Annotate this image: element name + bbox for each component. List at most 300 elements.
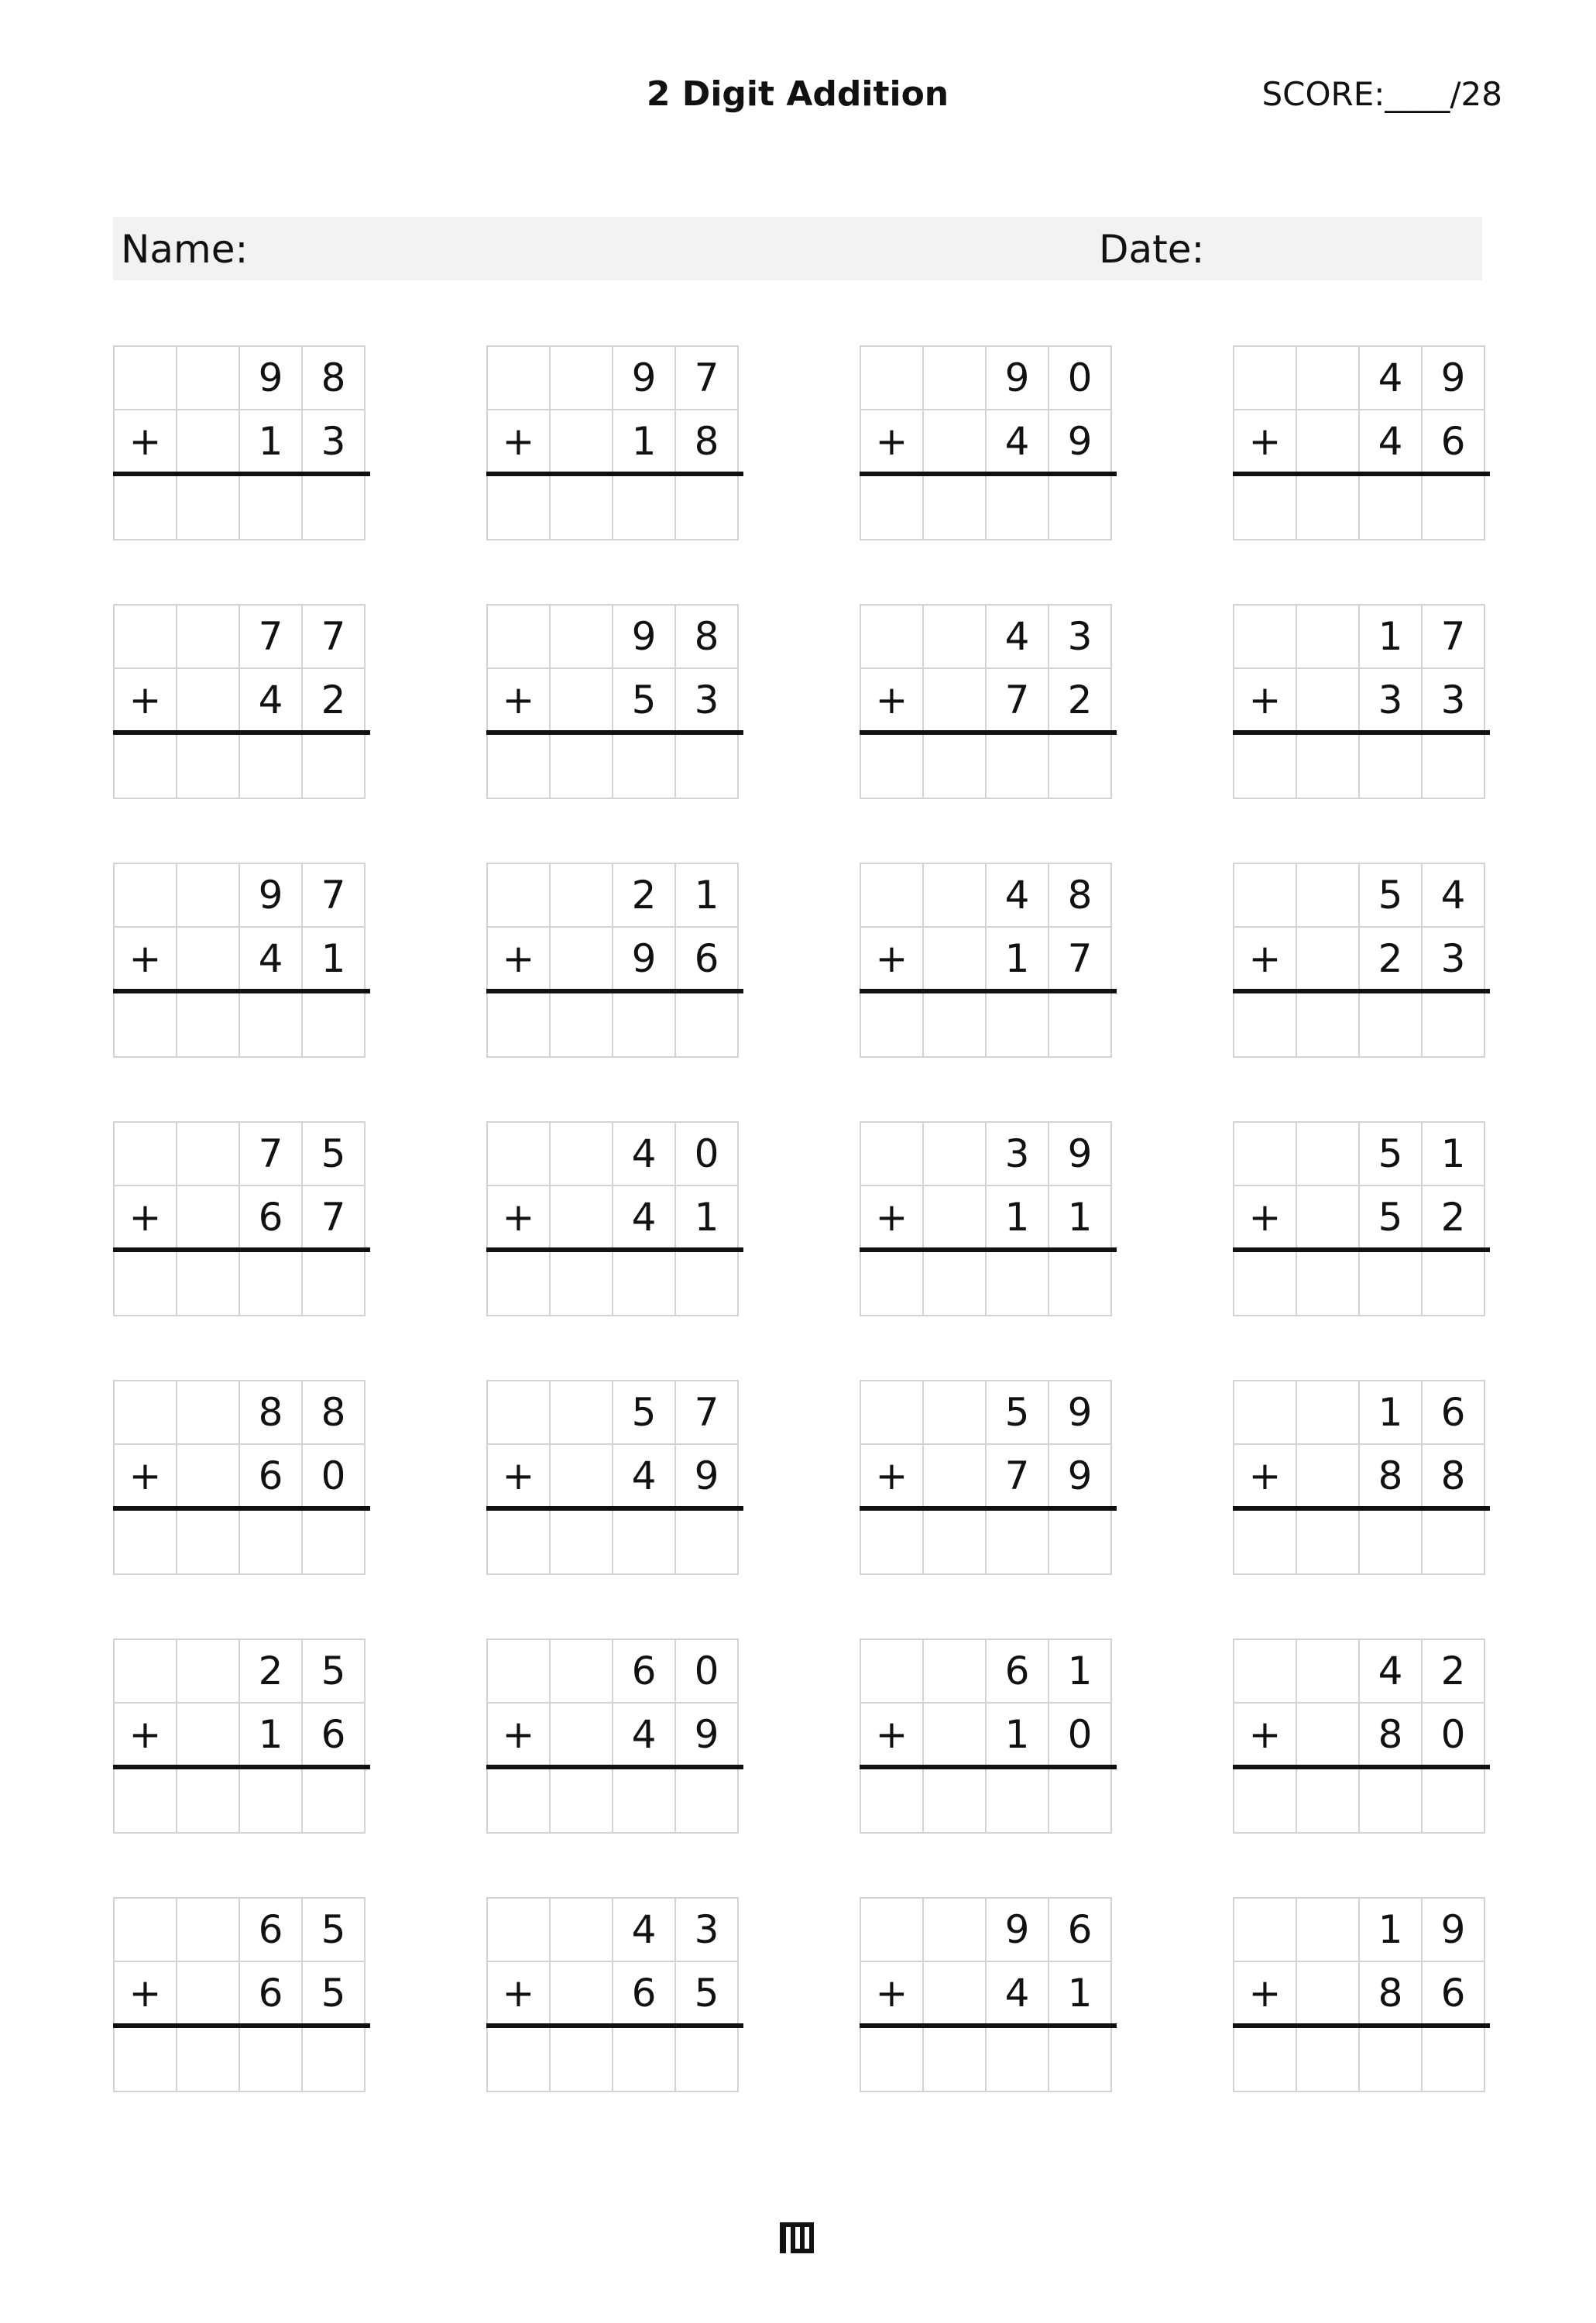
sum-line xyxy=(486,1247,743,1252)
top-tens-digit: 5 xyxy=(1358,863,1423,928)
answer-cell[interactable] xyxy=(1233,475,1297,540)
score-label: SCORE:____/28 xyxy=(1261,75,1502,113)
empty-cell xyxy=(549,604,613,669)
answer-cell[interactable] xyxy=(1296,1251,1360,1316)
answer-cell[interactable] xyxy=(612,734,676,799)
answer-cell[interactable] xyxy=(1233,1769,1297,1834)
top-tens-digit: 8 xyxy=(239,1380,303,1445)
answer-cell[interactable] xyxy=(301,475,366,540)
answer-cell[interactable] xyxy=(922,734,987,799)
addition-problem xyxy=(486,345,743,540)
bottom-ones-digit: 3 xyxy=(301,410,366,475)
answer-cell[interactable] xyxy=(549,2027,613,2092)
answer-cell[interactable] xyxy=(1421,2027,1485,2092)
top-ones-digit: 0 xyxy=(1048,345,1112,410)
answer-cell[interactable] xyxy=(239,1510,303,1575)
sum-line xyxy=(486,730,743,735)
answer-cell[interactable] xyxy=(922,1251,987,1316)
answer-cell[interactable] xyxy=(985,2027,1049,2092)
answer-cell[interactable] xyxy=(860,1510,924,1575)
empty-cell xyxy=(1233,604,1297,669)
answer-cell[interactable] xyxy=(113,1251,177,1316)
top-ones-digit: 1 xyxy=(1048,1638,1112,1704)
bottom-tens-digit: 4 xyxy=(239,669,303,734)
answer-cell[interactable] xyxy=(1048,1510,1112,1575)
top-ones-digit: 8 xyxy=(1048,863,1112,928)
answer-cell[interactable] xyxy=(1358,1251,1423,1316)
answer-cell[interactable] xyxy=(1048,734,1112,799)
addition-problem xyxy=(860,1897,1117,2092)
plus-sign: + xyxy=(113,1704,177,1769)
sum-line xyxy=(486,1765,743,1769)
answer-cell[interactable] xyxy=(1421,1251,1485,1316)
answer-cell[interactable] xyxy=(922,1769,987,1834)
empty-cell xyxy=(176,1186,240,1251)
addition-problem xyxy=(486,604,743,799)
answer-cell[interactable] xyxy=(612,1510,676,1575)
answer-cell[interactable] xyxy=(176,2027,240,2092)
answer-cell[interactable] xyxy=(674,2027,739,2092)
sum-line xyxy=(486,2023,743,2028)
empty-cell xyxy=(486,1638,551,1704)
empty-cell xyxy=(486,1121,551,1186)
answer-cell[interactable] xyxy=(1048,1251,1112,1316)
bottom-ones-digit: 1 xyxy=(1048,1962,1112,2027)
top-tens-digit: 1 xyxy=(1358,604,1423,669)
bottom-tens-digit: 4 xyxy=(612,1186,676,1251)
sum-line xyxy=(1233,1765,1490,1769)
sum-line xyxy=(1233,2023,1490,2028)
empty-cell xyxy=(176,1121,240,1186)
empty-cell xyxy=(549,1445,613,1510)
empty-cell xyxy=(113,604,177,669)
sum-line xyxy=(486,989,743,993)
empty-cell xyxy=(1296,345,1360,410)
plus-sign: + xyxy=(1233,1445,1297,1510)
answer-cell[interactable] xyxy=(1296,475,1360,540)
plus-sign: + xyxy=(860,669,924,734)
answer-cell[interactable] xyxy=(239,993,303,1058)
answer-cell[interactable] xyxy=(1296,993,1360,1058)
top-ones-digit: 7 xyxy=(674,345,739,410)
empty-cell xyxy=(549,1638,613,1704)
answer-cell[interactable] xyxy=(922,993,987,1058)
bottom-ones-digit: 0 xyxy=(1048,1704,1112,1769)
empty-cell xyxy=(860,1638,924,1704)
top-ones-digit: 6 xyxy=(1048,1897,1112,1962)
empty-cell xyxy=(1233,863,1297,928)
answer-cell[interactable] xyxy=(301,2027,366,2092)
empty-cell xyxy=(1233,1121,1297,1186)
empty-cell xyxy=(113,1121,177,1186)
answer-cell[interactable] xyxy=(486,1510,551,1575)
answer-cell[interactable] xyxy=(1421,734,1485,799)
bottom-ones-digit: 9 xyxy=(1048,410,1112,475)
addition-problem xyxy=(1233,863,1490,1058)
answer-cell[interactable] xyxy=(486,993,551,1058)
answer-cell[interactable] xyxy=(1358,2027,1423,2092)
bottom-tens-digit: 6 xyxy=(239,1186,303,1251)
top-ones-digit: 9 xyxy=(1048,1121,1112,1186)
answer-cell[interactable] xyxy=(113,734,177,799)
bottom-tens-digit: 5 xyxy=(612,669,676,734)
answer-cell[interactable] xyxy=(113,1510,177,1575)
answer-cell[interactable] xyxy=(301,734,366,799)
answer-cell[interactable] xyxy=(1358,734,1423,799)
answer-cell[interactable] xyxy=(674,475,739,540)
bottom-ones-digit: 8 xyxy=(674,410,739,475)
plus-sign: + xyxy=(486,1962,551,2027)
plus-sign: + xyxy=(860,1186,924,1251)
empty-cell xyxy=(549,345,613,410)
answer-cell[interactable] xyxy=(1358,475,1423,540)
answer-cell[interactable] xyxy=(239,475,303,540)
answer-cell[interactable] xyxy=(486,734,551,799)
empty-cell xyxy=(1296,1962,1360,2027)
empty-cell xyxy=(176,1380,240,1445)
answer-cell[interactable] xyxy=(549,734,613,799)
sum-line xyxy=(860,1247,1117,1252)
empty-cell xyxy=(176,1962,240,2027)
answer-cell[interactable] xyxy=(922,475,987,540)
empty-cell xyxy=(1296,928,1360,993)
plus-sign: + xyxy=(113,410,177,475)
empty-cell xyxy=(549,1962,613,2027)
top-tens-digit: 7 xyxy=(239,604,303,669)
answer-cell[interactable] xyxy=(1233,2027,1297,2092)
empty-cell xyxy=(176,604,240,669)
bottom-tens-digit: 1 xyxy=(985,928,1049,993)
answer-cell[interactable] xyxy=(860,475,924,540)
answer-cell[interactable] xyxy=(301,993,366,1058)
answer-cell[interactable] xyxy=(674,993,739,1058)
answer-cell[interactable] xyxy=(301,1510,366,1575)
addition-problem xyxy=(113,1897,370,2092)
empty-cell xyxy=(1296,1638,1360,1704)
top-tens-digit: 4 xyxy=(1358,345,1423,410)
addition-problem xyxy=(860,863,1117,1058)
bottom-tens-digit: 4 xyxy=(1358,410,1423,475)
answer-cell[interactable] xyxy=(1358,1510,1423,1575)
addition-problem xyxy=(113,345,370,540)
sum-line xyxy=(1233,1247,1490,1252)
top-tens-digit: 4 xyxy=(985,604,1049,669)
top-ones-digit: 8 xyxy=(301,345,366,410)
answer-cell[interactable] xyxy=(612,475,676,540)
answer-cell[interactable] xyxy=(1296,1510,1360,1575)
plus-sign: + xyxy=(113,1445,177,1510)
empty-cell xyxy=(486,1380,551,1445)
top-tens-digit: 9 xyxy=(612,604,676,669)
answer-cell[interactable] xyxy=(486,475,551,540)
answer-cell[interactable] xyxy=(1233,1510,1297,1575)
bottom-tens-digit: 6 xyxy=(239,1445,303,1510)
sum-line xyxy=(1233,1506,1490,1511)
top-ones-digit: 8 xyxy=(301,1380,366,1445)
empty-cell xyxy=(1233,345,1297,410)
answer-cell[interactable] xyxy=(612,1251,676,1316)
answer-cell[interactable] xyxy=(1421,993,1485,1058)
answer-cell[interactable] xyxy=(486,2027,551,2092)
top-tens-digit: 4 xyxy=(1358,1638,1423,1704)
answer-cell[interactable] xyxy=(239,1251,303,1316)
answer-cell[interactable] xyxy=(1048,993,1112,1058)
worksheet-title: 2 Digit Addition xyxy=(646,74,949,114)
answer-cell[interactable] xyxy=(239,734,303,799)
plus-sign: + xyxy=(486,1704,551,1769)
top-tens-digit: 2 xyxy=(612,863,676,928)
sum-line xyxy=(113,1506,370,1511)
top-ones-digit: 5 xyxy=(301,1897,366,1962)
answer-cell[interactable] xyxy=(1358,1769,1423,1834)
plus-sign: + xyxy=(486,1186,551,1251)
answer-cell[interactable] xyxy=(1048,475,1112,540)
empty-cell xyxy=(549,669,613,734)
top-tens-digit: 6 xyxy=(985,1638,1049,1704)
bottom-ones-digit: 2 xyxy=(1421,1186,1485,1251)
empty-cell xyxy=(486,345,551,410)
top-ones-digit: 4 xyxy=(1421,863,1485,928)
answer-cell[interactable] xyxy=(1296,734,1360,799)
empty-cell xyxy=(1296,1704,1360,1769)
answer-cell[interactable] xyxy=(549,1769,613,1834)
bottom-ones-digit: 6 xyxy=(1421,1962,1485,2027)
bottom-tens-digit: 4 xyxy=(985,410,1049,475)
answer-cell[interactable] xyxy=(486,1251,551,1316)
empty-cell xyxy=(1296,1121,1360,1186)
empty-cell xyxy=(486,604,551,669)
answer-cell[interactable] xyxy=(176,1510,240,1575)
addition-problem xyxy=(860,1121,1117,1316)
answer-cell[interactable] xyxy=(985,734,1049,799)
plus-sign: + xyxy=(1233,410,1297,475)
empty-cell xyxy=(176,1704,240,1769)
answer-cell[interactable] xyxy=(674,1769,739,1834)
empty-cell xyxy=(860,345,924,410)
bottom-ones-digit: 8 xyxy=(1421,1445,1485,1510)
answer-cell[interactable] xyxy=(113,1769,177,1834)
plus-sign: + xyxy=(1233,1962,1297,2027)
brand-logo-icon xyxy=(780,2222,820,2253)
empty-cell xyxy=(549,1380,613,1445)
bottom-ones-digit: 9 xyxy=(674,1445,739,1510)
empty-cell xyxy=(1233,1638,1297,1704)
bottom-ones-digit: 5 xyxy=(301,1962,366,2027)
answer-cell[interactable] xyxy=(612,993,676,1058)
empty-cell xyxy=(176,1445,240,1510)
empty-cell xyxy=(922,345,987,410)
empty-cell xyxy=(549,1897,613,1962)
addition-problem xyxy=(860,1380,1117,1575)
empty-cell xyxy=(922,1962,987,2027)
answer-cell[interactable] xyxy=(1233,1251,1297,1316)
top-tens-digit: 5 xyxy=(985,1380,1049,1445)
answer-cell[interactable] xyxy=(239,1769,303,1834)
answer-cell[interactable] xyxy=(301,1251,366,1316)
answer-cell[interactable] xyxy=(985,475,1049,540)
bottom-ones-digit: 1 xyxy=(1048,1186,1112,1251)
bottom-tens-digit: 1 xyxy=(239,1704,303,1769)
empty-cell xyxy=(922,1704,987,1769)
answer-cell[interactable] xyxy=(1421,1769,1485,1834)
sum-line xyxy=(860,1765,1117,1769)
empty-cell xyxy=(549,863,613,928)
addition-problem xyxy=(486,1121,743,1316)
bottom-ones-digit: 2 xyxy=(1048,669,1112,734)
answer-cell[interactable] xyxy=(1296,2027,1360,2092)
sum-line xyxy=(860,472,1117,476)
empty-cell xyxy=(1296,1445,1360,1510)
plus-sign: + xyxy=(113,928,177,993)
answer-cell[interactable] xyxy=(1421,1510,1485,1575)
answer-cell[interactable] xyxy=(113,475,177,540)
addition-problem xyxy=(1233,1638,1490,1834)
answer-cell[interactable] xyxy=(922,2027,987,2092)
answer-cell[interactable] xyxy=(860,2027,924,2092)
addition-problem xyxy=(113,863,370,1058)
plus-sign: + xyxy=(860,1445,924,1510)
answer-cell[interactable] xyxy=(239,2027,303,2092)
addition-problem xyxy=(486,863,743,1058)
answer-cell[interactable] xyxy=(176,1251,240,1316)
top-ones-digit: 1 xyxy=(674,863,739,928)
top-ones-digit: 5 xyxy=(301,1638,366,1704)
bottom-ones-digit: 3 xyxy=(1421,928,1485,993)
empty-cell xyxy=(922,1121,987,1186)
answer-cell[interactable] xyxy=(486,1769,551,1834)
addition-problem xyxy=(1233,604,1490,799)
answer-cell[interactable] xyxy=(176,734,240,799)
top-tens-digit: 9 xyxy=(612,345,676,410)
bottom-tens-digit: 4 xyxy=(985,1962,1049,2027)
answer-cell[interactable] xyxy=(301,1769,366,1834)
plus-sign: + xyxy=(1233,669,1297,734)
top-tens-digit: 3 xyxy=(985,1121,1049,1186)
sum-line xyxy=(860,2023,1117,2028)
bottom-ones-digit: 1 xyxy=(674,1186,739,1251)
bottom-ones-digit: 9 xyxy=(1048,1445,1112,1510)
empty-cell xyxy=(860,1380,924,1445)
bottom-tens-digit: 3 xyxy=(1358,669,1423,734)
bottom-tens-digit: 7 xyxy=(985,669,1049,734)
answer-cell[interactable] xyxy=(1048,1769,1112,1834)
empty-cell xyxy=(860,604,924,669)
answer-cell[interactable] xyxy=(860,1769,924,1834)
empty-cell xyxy=(1296,863,1360,928)
empty-cell xyxy=(176,928,240,993)
answer-cell[interactable] xyxy=(1421,475,1485,540)
name-label: Name: xyxy=(121,227,249,272)
answer-cell[interactable] xyxy=(985,1510,1049,1575)
top-tens-digit: 1 xyxy=(1358,1380,1423,1445)
bottom-tens-digit: 4 xyxy=(612,1704,676,1769)
empty-cell xyxy=(113,345,177,410)
answer-cell[interactable] xyxy=(549,1251,613,1316)
answer-cell[interactable] xyxy=(1233,734,1297,799)
empty-cell xyxy=(860,863,924,928)
bottom-ones-digit: 1 xyxy=(301,928,366,993)
answer-cell[interactable] xyxy=(549,1510,613,1575)
plus-sign: + xyxy=(486,928,551,993)
addition-problem xyxy=(860,345,1117,540)
answer-cell[interactable] xyxy=(549,475,613,540)
empty-cell xyxy=(549,410,613,475)
empty-cell xyxy=(922,1445,987,1510)
sum-line xyxy=(113,1765,370,1769)
empty-cell xyxy=(860,1897,924,1962)
answer-cell[interactable] xyxy=(612,2027,676,2092)
bottom-ones-digit: 5 xyxy=(674,1962,739,2027)
addition-problem xyxy=(860,604,1117,799)
answer-cell[interactable] xyxy=(985,1769,1049,1834)
answer-cell[interactable] xyxy=(985,993,1049,1058)
empty-cell xyxy=(176,1638,240,1704)
top-ones-digit: 7 xyxy=(301,863,366,928)
sum-line xyxy=(113,472,370,476)
top-ones-digit: 6 xyxy=(1421,1380,1485,1445)
bottom-tens-digit: 1 xyxy=(612,410,676,475)
answer-cell[interactable] xyxy=(922,1510,987,1575)
plus-sign: + xyxy=(1233,1704,1297,1769)
sum-line xyxy=(113,730,370,735)
top-ones-digit: 1 xyxy=(1421,1121,1485,1186)
empty-cell xyxy=(113,1897,177,1962)
answer-cell[interactable] xyxy=(1296,1769,1360,1834)
empty-cell xyxy=(113,863,177,928)
top-tens-digit: 5 xyxy=(1358,1121,1423,1186)
answer-cell[interactable] xyxy=(985,1251,1049,1316)
top-ones-digit: 3 xyxy=(1048,604,1112,669)
sum-line xyxy=(113,1247,370,1252)
answer-cell[interactable] xyxy=(860,734,924,799)
top-ones-digit: 9 xyxy=(1421,345,1485,410)
addition-problem xyxy=(1233,1897,1490,2092)
answer-cell[interactable] xyxy=(860,1251,924,1316)
top-ones-digit: 0 xyxy=(674,1638,739,1704)
answer-cell[interactable] xyxy=(612,1769,676,1834)
sum-line xyxy=(486,472,743,476)
bottom-tens-digit: 8 xyxy=(1358,1445,1423,1510)
answer-cell[interactable] xyxy=(549,993,613,1058)
top-tens-digit: 9 xyxy=(239,863,303,928)
answer-cell[interactable] xyxy=(176,1769,240,1834)
empty-cell xyxy=(1296,1897,1360,1962)
answer-cell[interactable] xyxy=(674,1510,739,1575)
answer-cell[interactable] xyxy=(1233,993,1297,1058)
answer-cell[interactable] xyxy=(674,1251,739,1316)
bottom-tens-digit: 6 xyxy=(612,1962,676,2027)
bottom-tens-digit: 6 xyxy=(239,1962,303,2027)
addition-problem xyxy=(486,1638,743,1834)
empty-cell xyxy=(922,1380,987,1445)
answer-cell[interactable] xyxy=(1048,2027,1112,2092)
addition-problem xyxy=(860,1638,1117,1834)
answer-cell[interactable] xyxy=(113,993,177,1058)
addition-problem xyxy=(113,1380,370,1575)
answer-cell[interactable] xyxy=(674,734,739,799)
sum-line xyxy=(486,1506,743,1511)
answer-cell[interactable] xyxy=(176,475,240,540)
plus-sign: + xyxy=(860,928,924,993)
answer-cell[interactable] xyxy=(176,993,240,1058)
answer-cell[interactable] xyxy=(113,2027,177,2092)
sum-line xyxy=(1233,730,1490,735)
answer-cell[interactable] xyxy=(1358,993,1423,1058)
empty-cell xyxy=(1296,1380,1360,1445)
empty-cell xyxy=(549,1186,613,1251)
bottom-ones-digit: 6 xyxy=(1421,410,1485,475)
answer-cell[interactable] xyxy=(860,993,924,1058)
